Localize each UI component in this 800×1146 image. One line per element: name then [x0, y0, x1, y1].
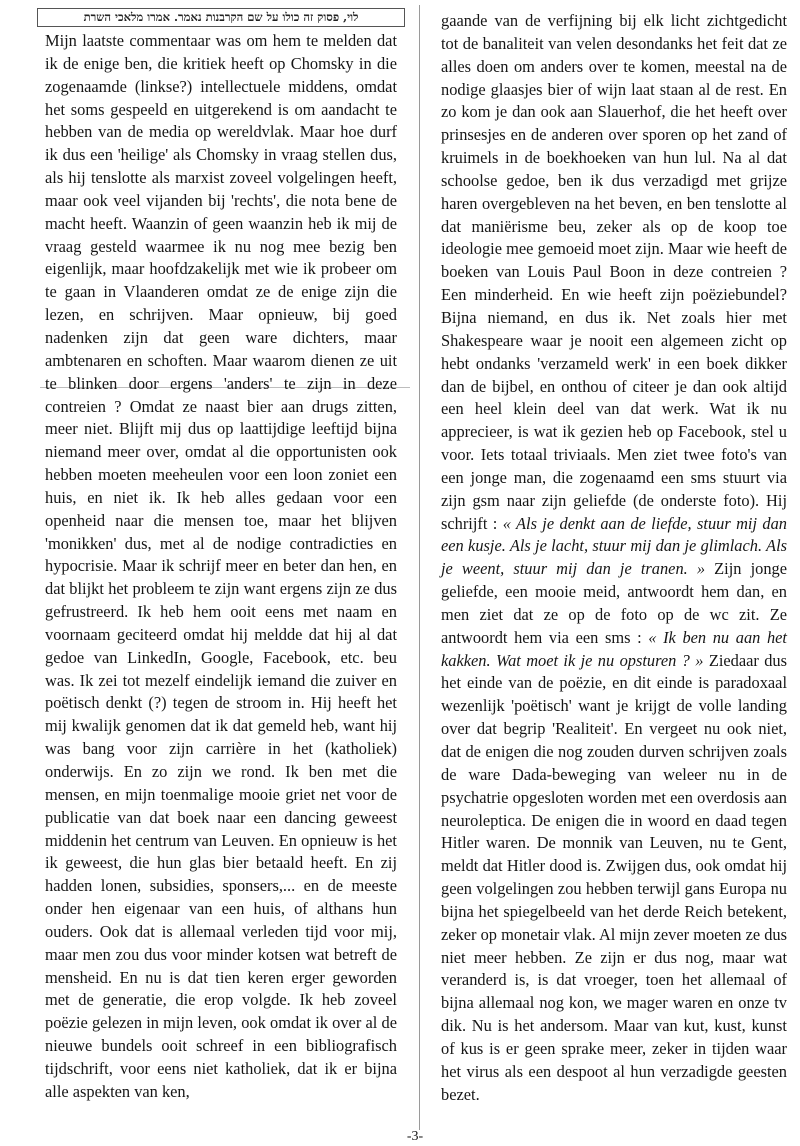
hebrew-header-snippet: לוי, פסוק זה כולו על שם הקרבנות נאמר. אמרו מלאכי השרת [37, 8, 405, 27]
right-column-paragraph [441, 10, 787, 1107]
column-divider [419, 5, 420, 1130]
right-column-text-start: gaande van de verfijning bij elk licht zichtgedicht tot de banaliteit van velen desondanks het feit dat ze alles doen om anders over te komen, meestal na de nodige glaasjes bier of wijn laat staan al de rest. En zo kom je dan ook aan Slauerhof, die het heeft over prinsesjes en de anderen over sporen op het zand of kruimels in de boekhoeken van hun lul. Na al dat schoolse gedoe, ben ik dus verzadigd met grijze haren overgebleven na het beven, en ben tenslotte al dat maniërisme beu, zeker als op de koop toe ideologie mee gemoeid moet zijn. Maar wie heeft de boeken van Louis Paul Boon in deze contreien ? Een minderheid. En wie heeft zijn poëziebundel? Bijna niemand, en dus ik. Net zoals hier met Shakespeare waar je nooit een algemeen zicht op hebt ondanks 'verzameld werk' in een boek dikker dan de bijbel, en onthou of citeer je dan ook altijd een heel klein deel van dat werk. Wat ik nu apprecieer, is wat ik gezien heb op Facebook, stel u voor. Iets totaal triviaals. Men ziet twee foto's van een jonge man, die zogenaamd een sms stuurt via zijn gsm naar zijn geliefde (de onderste foto). Hij schrijft : [441, 11, 787, 533]
page-number: -3- [406, 1129, 424, 1144]
left-column-paragraph: Mijn laatste commentaar was om hem te melden dat ik de enige ben, die kritiek heeft op Chomsky in die zogenaamde (linkse?) intellectuele middens, omdat het soms gespeeld en uitgerekend is om aandacht te hebben van de media op wereldvlak. Maar hoe durf ik dus een 'heilige' als Chomsky in vraag stellen dus, als hij tenslotte als marxist zoveel volgelingen heeft, maar ook veel vijanden bij 'rechts', die nota bene de macht heeft. Waanzin of geen waanzin heb ik mij de vraag gesteld waarmee ik nu nog mee bezig ben eigenlijk, maar hoofdzakelijk met wie ik probeer om te gaan in Vlaanderen omdat ze de enige zijn die lezen, en schrijven. Maar opnieuw, bij goed nadenken zijn dat geen ware dichters, maar ambtenaren en schoften. Maar waarom dienen ze uit te blinken door ergens 'anders' te zijn in deze contreien ? Omdat ze naast bier aan drugs zitten, meer niet. Blijft mij dus op laattijdige leeftijd bijna niemand meer over, omdat al die opportunisten ook hebben moeten meeheulen voor een loon zoniet een huis, en niet ik. Ik heb alles gedaan voor een openheid naar die mensen toe, maar het blijven 'monikken' dus, met al de nodige contradicties en hypocrisie. Maar ik schrijf meer en beter dan hen, en dat blijkt het probleem te zijn want ergens zijn ze dus gefrustreerd. Ik heb hem ooit eens met naam en voornaam geciteerd omdat hij meldde dat hij al dat gedoe van LinkedIn, Google, Facebook, etc. beu was. Ik zei tot mezelf eindelijk iemand die zuiver en poëtisch denkt (?) tegen de stroom in. Hij heeft het mij kwalijk genomen dat ik dat gemeld heb, want hij was bang voor zijn carrière in het (katholiek) onderwijs. En zo zijn we rond. Ik ben met die mensen, en mijn toenmalige mooie griet net voor de publicatie van dat boek naar een dancing geweest middenin het centrum van Leuven. En opnieuw is het ik geweest, die hun glas bier betaald heeft. En zij hadden lonen, subsidies, sponsers,... en de meeste onder hen eigenaar van een huis, of althans hun ouders. Ook dat is allemaal verleden tijd voor mij, maar men zou dus voor minder kotsen wat betreft de mensheid. En nu is dat tien keren erger geworden met de generatie, die erop volgde. Ik heb zoveel poëzie gelezen in mijn leven, ook omdat ik over al de nieuwe bundels ooit schreef in een bibliografisch tijdschrift, voor eens niet katholiek, dat ik er bijna alle aspekten van ken, [45, 31, 397, 1101]
left-text-column [45, 30, 397, 1104]
right-column-text-end: Ziedaar dus het einde van de poëzie, en dit einde is paradoxaal wezenlijk 'poëtisch' want je krijgt de volle landing over dat begrip 'Realiteit'. En vergeet nu ook niet, dat de enigen die nog zouden durven schrijven zoals de ware Dada-beweging van weleer nu in de psychatrie opgesloten worden met een overdosis aan neuroleptica. De enigen die in woord en daad tegen Hitler waren. De monnik van Leuven, nu te Gent, meldt dat Hitler dood is. Zwijgen dus, ook omdat hij geen volgelingen zou hebben terwijl gans Europa nu bijna het spiegelbeeld van het derde Reich betekent, zeker op monetair vlak. Al mijn zever moeten ze dus niet meer hebben. Ze zijn er dus nog, maar wat veranderd is, is dat vroeger, toen het allemaal of bijna allemaal nog kon, we mager waren en onze tv dik. Nu is het andersom. Maar van kut, kust, kunst of kus is er geen sprake meer, zeker in tijden waar het virus als een despoot al hun verzadigde geesten bezet. [441, 650, 787, 1104]
right-column-text-middle: Zijn jonge geliefde, een mooie meid, antwoordt hem dan, en men ziet dat ze op de foto op de wc zit. Ze antwoordt hem via een sms : [441, 559, 787, 647]
right-text-column [441, 10, 787, 1107]
sms-quote-love: « Als je denkt aan de liefde, stuur mij dan een kusje. Als je lacht, stuur mij dan je glimlach. Als je weent, stuur mij dan je tranen. » [441, 513, 787, 579]
sms-quote-reply: « Ik ben nu aan het kakken. Wat moet ik je nu opsturen ? » [441, 627, 787, 670]
